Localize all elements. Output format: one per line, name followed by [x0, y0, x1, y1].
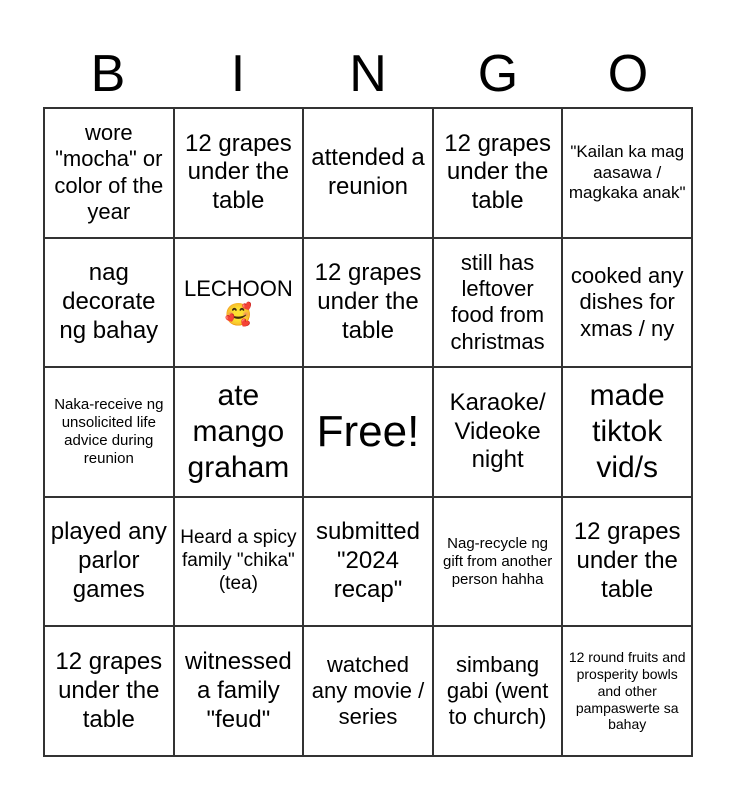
- cell-text: "Kailan ka mag aasawa / magkaka anak": [568, 142, 686, 202]
- bingo-cell[interactable]: [433, 626, 563, 756]
- bingo-cell[interactable]: [44, 626, 174, 756]
- cell-text: Naka-receive ng unsolicited life advice during reunion: [54, 395, 164, 467]
- bingo-cell[interactable]: [174, 108, 304, 238]
- bingo-cell[interactable]: [303, 238, 433, 368]
- bingo-cell[interactable]: [174, 497, 304, 627]
- cell-text: Karaoke/ Videoke night: [449, 388, 546, 474]
- bingo-cell[interactable]: [562, 238, 692, 368]
- header-letter-b: B: [90, 45, 126, 103]
- cell-text: Heard a spicy family "chika" (tea): [180, 527, 297, 594]
- bingo-cell[interactable]: [44, 108, 174, 238]
- cell-text: LECHOON 🥰: [183, 276, 293, 328]
- cell-text: 12 grapes under the table: [573, 518, 681, 603]
- bingo-header: [43, 40, 693, 108]
- bingo-card: [43, 107, 693, 757]
- header-letter-o: O: [607, 45, 649, 103]
- cell-text: submitted "2024 recap": [315, 518, 421, 603]
- bingo-cell[interactable]: [433, 238, 563, 368]
- cell-text: witnessed a family "feud": [185, 648, 292, 733]
- bingo-cell[interactable]: [303, 108, 433, 238]
- cell-text: ate mango graham: [187, 378, 290, 484]
- cell-text: 12 grapes under the table: [185, 129, 292, 215]
- cell-text: 12 grapes under the table: [444, 129, 551, 215]
- cell-text: Free!: [316, 406, 420, 456]
- cell-text: simbang gabi (went to church): [446, 651, 549, 730]
- bingo-cell[interactable]: [174, 626, 304, 756]
- bingo-cell[interactable]: [303, 626, 433, 756]
- header-letter-g: G: [477, 45, 519, 103]
- bingo-cell[interactable]: [174, 238, 304, 368]
- cell-text: still has leftover food from christmas: [450, 249, 545, 354]
- header-letter-n: N: [349, 45, 387, 103]
- cell-text: nag decorate ng bahay: [59, 259, 159, 344]
- bingo-cell[interactable]: [174, 367, 304, 497]
- cell-text: wore "mocha" or color of the year: [54, 120, 164, 225]
- cell-text: 12 round fruits and prosperity bowls and other pampaswerte sa bahay: [568, 649, 686, 733]
- bingo-cell[interactable]: [562, 367, 692, 497]
- bingo-cell[interactable]: [44, 238, 174, 368]
- cell-text: cooked any dishes for xmas / ny: [570, 262, 684, 341]
- cell-text: played any parlor games: [50, 518, 167, 603]
- free-cell[interactable]: [303, 367, 433, 497]
- bingo-cell[interactable]: [44, 497, 174, 627]
- cell-text: 12 grapes under the table: [314, 259, 422, 344]
- bingo-cell[interactable]: [44, 367, 174, 497]
- bingo-cell[interactable]: [303, 497, 433, 627]
- cell-text: Nag-recycle ng gift from another person hahha: [442, 534, 553, 588]
- bingo-cell[interactable]: [562, 108, 692, 238]
- bingo-cell[interactable]: [433, 108, 563, 238]
- cell-text: 12 grapes under the table: [55, 648, 163, 733]
- bingo-cell[interactable]: [562, 497, 692, 627]
- header-letter-i: I: [230, 45, 246, 103]
- cell-text: made tiktok vid/s: [589, 378, 665, 484]
- cell-text: attended a reunion: [311, 144, 425, 200]
- cell-text: watched any movie / series: [311, 651, 425, 730]
- bingo-cell[interactable]: [433, 497, 563, 627]
- bingo-cell[interactable]: [433, 367, 563, 497]
- bingo-cell[interactable]: [562, 626, 692, 756]
